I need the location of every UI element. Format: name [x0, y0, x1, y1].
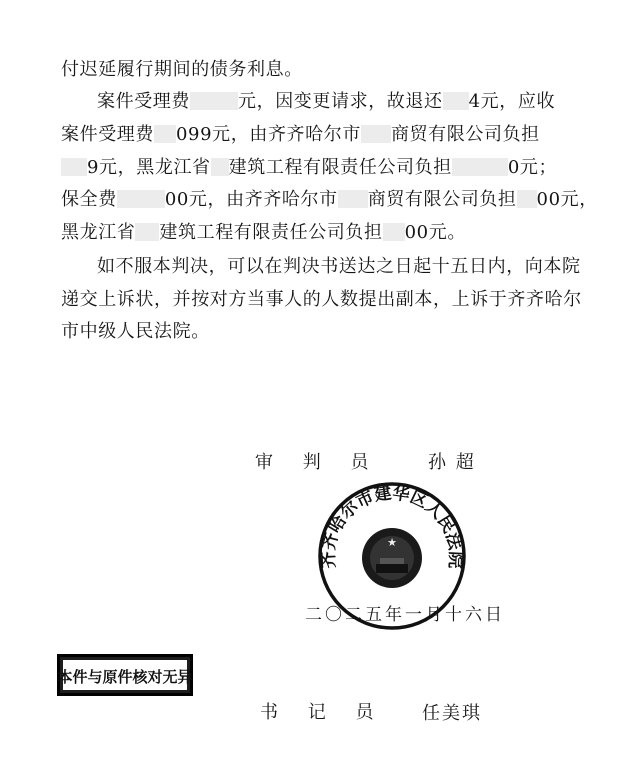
text-line-2: [97, 91, 555, 113]
text-line-1: [61, 59, 303, 81]
redacted-amount: [517, 190, 537, 208]
redacted-amount: [452, 158, 508, 176]
text-segment: 市中级人民法院。: [61, 321, 210, 342]
seal-text: 齐齐哈尔市建华区人民法院: [318, 483, 466, 569]
text-segment: 黑龙江省: [61, 222, 136, 243]
text-segment: 4元，应收: [468, 91, 556, 112]
text-segment: 元，因变更请求，故退还: [238, 91, 443, 112]
text-segment: 保全费: [61, 189, 117, 210]
national-emblem-icon: [362, 528, 422, 588]
text-line-9: [61, 321, 210, 343]
text-segment: 00元，: [536, 189, 598, 210]
text-segment: 00元，由齐齐哈尔市: [164, 189, 338, 210]
judge-name: 孙 超: [428, 452, 476, 473]
text-line-5: [61, 189, 598, 211]
text-segment: 付迟延履行期间的债务利息。: [61, 59, 303, 80]
clerk-role: 书 记 员: [260, 702, 386, 723]
redacted-amount: [383, 223, 405, 241]
text-segment: 商贸有限公司负担: [367, 189, 517, 210]
judge-role: 审 判 员: [255, 452, 381, 473]
redacted-amount: [61, 158, 87, 176]
text-segment: 如不服本判决，可以在判决书送达之日起十五日内，向本院: [97, 256, 581, 277]
redacted-amount: [117, 190, 165, 208]
text-segment: 099元，由齐齐哈尔市: [176, 124, 361, 145]
stamp-text: 本件与原件核对无异: [57, 668, 193, 686]
clerk-name: 任美琪: [422, 703, 482, 724]
redacted-amount: [154, 125, 176, 143]
text-segment: 案件受理费: [61, 124, 154, 145]
redacted-amount: [443, 92, 469, 110]
text-segment: 递交上诉状，并按对方当事人的人数提出副本，上诉于齐齐哈尔: [61, 289, 582, 310]
redacted-name: [338, 190, 368, 208]
verification-stamp: [57, 654, 193, 696]
text-line-3: [61, 124, 540, 146]
text-segment: 0元；: [507, 157, 558, 178]
text-segment: 9元，黑龙江省: [87, 157, 211, 178]
seal-star: ★: [387, 536, 397, 549]
text-segment: 案件受理费: [97, 91, 190, 112]
redacted-name: [361, 125, 391, 143]
judgment-date: 二〇二五年一月十六日: [305, 605, 505, 625]
text-segment: 商贸有限公司负担: [390, 124, 540, 145]
redacted-name: [211, 158, 229, 176]
text-segment: 建筑工程有限责任公司负担: [228, 157, 452, 178]
redacted-name: [135, 223, 159, 241]
text-line-6: [61, 222, 466, 244]
text-line-4: [61, 157, 557, 179]
text-segment: 建筑工程有限责任公司负担: [159, 222, 383, 243]
redacted-amount: [190, 92, 238, 110]
text-line-8: [61, 289, 582, 311]
text-line-7: [97, 256, 581, 278]
text-segment: 00元。: [404, 222, 466, 243]
